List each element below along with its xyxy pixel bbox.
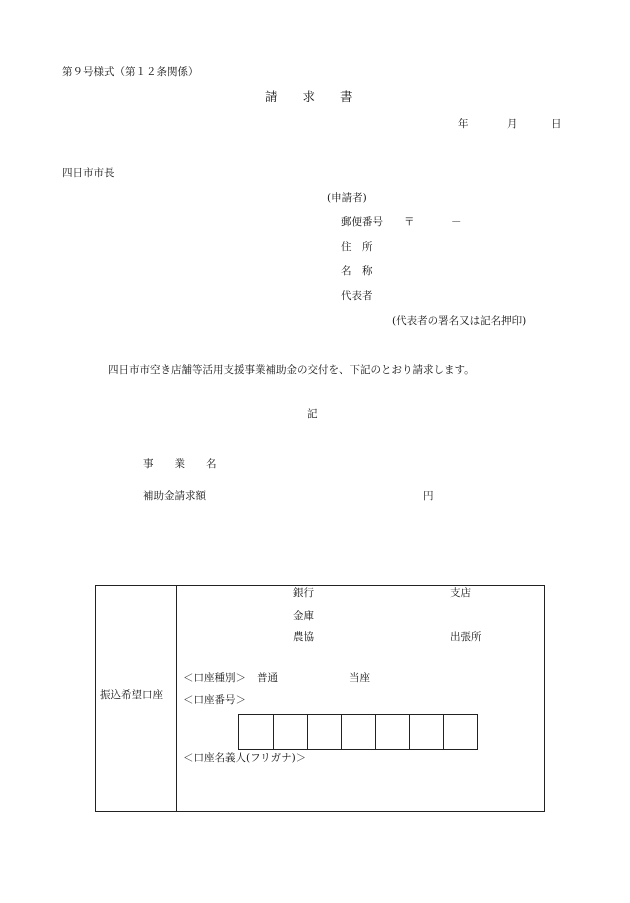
date-month: 月 <box>507 118 518 130</box>
postal-code-label: 郵便番号 <box>341 216 383 228</box>
form-number-label: 第９号様式（第１２条関係） <box>62 66 199 78</box>
branch-label: 支店 <box>450 587 471 599</box>
account-digit-box[interactable] <box>307 715 341 749</box>
account-label-cell <box>96 586 177 811</box>
postal-mark: 〒 <box>404 216 415 228</box>
representative-label: 代表者 <box>341 290 373 302</box>
signature-note: (代表者の署名又は記名押印) <box>392 315 527 327</box>
company-name-label: 名 称 <box>341 265 373 277</box>
postal-dash: － <box>451 216 462 228</box>
address-label: 住 所 <box>341 241 373 253</box>
account-type-ordinary: 普通 <box>257 672 278 684</box>
account-type-label: ＜口座種別＞ <box>183 672 246 684</box>
request-body-text: 四日市市空き店舗等活用支援事業補助金の交付を、下記のとおり請求します。 <box>108 364 475 376</box>
ki-heading: 記 <box>307 408 318 420</box>
addressee: 四日市市長 <box>62 167 115 179</box>
account-type-current: 当座 <box>349 672 370 684</box>
bank-account-table <box>95 585 545 812</box>
account-digit-box[interactable] <box>443 715 477 749</box>
date-year: 年 <box>458 118 469 130</box>
account-digit-box[interactable] <box>239 715 273 749</box>
document-title: 請 求 書 <box>265 89 353 104</box>
project-name-label: 事 業 名 <box>143 458 217 470</box>
yen-unit: 円 <box>423 490 434 502</box>
account-digit-box[interactable] <box>375 715 409 749</box>
account-label: 振込希望口座 <box>100 689 163 701</box>
account-digit-box[interactable] <box>409 715 443 749</box>
bank-label: 銀行 <box>293 587 314 599</box>
account-holder-label: ＜口座名義人(フリガナ)＞ <box>183 752 307 764</box>
date-day: 日 <box>551 118 562 130</box>
nokyo-label: 農協 <box>293 631 314 643</box>
account-number-boxes <box>238 714 478 750</box>
account-digit-box[interactable] <box>273 715 307 749</box>
sub-branch-label: 出張所 <box>450 631 482 643</box>
account-digit-box[interactable] <box>341 715 375 749</box>
account-number-label: ＜口座番号＞ <box>183 694 246 706</box>
shinkin-label: 金庫 <box>293 610 314 622</box>
requested-amount-label: 補助金請求額 <box>143 490 206 502</box>
applicant-heading: (申請者) <box>327 192 367 204</box>
